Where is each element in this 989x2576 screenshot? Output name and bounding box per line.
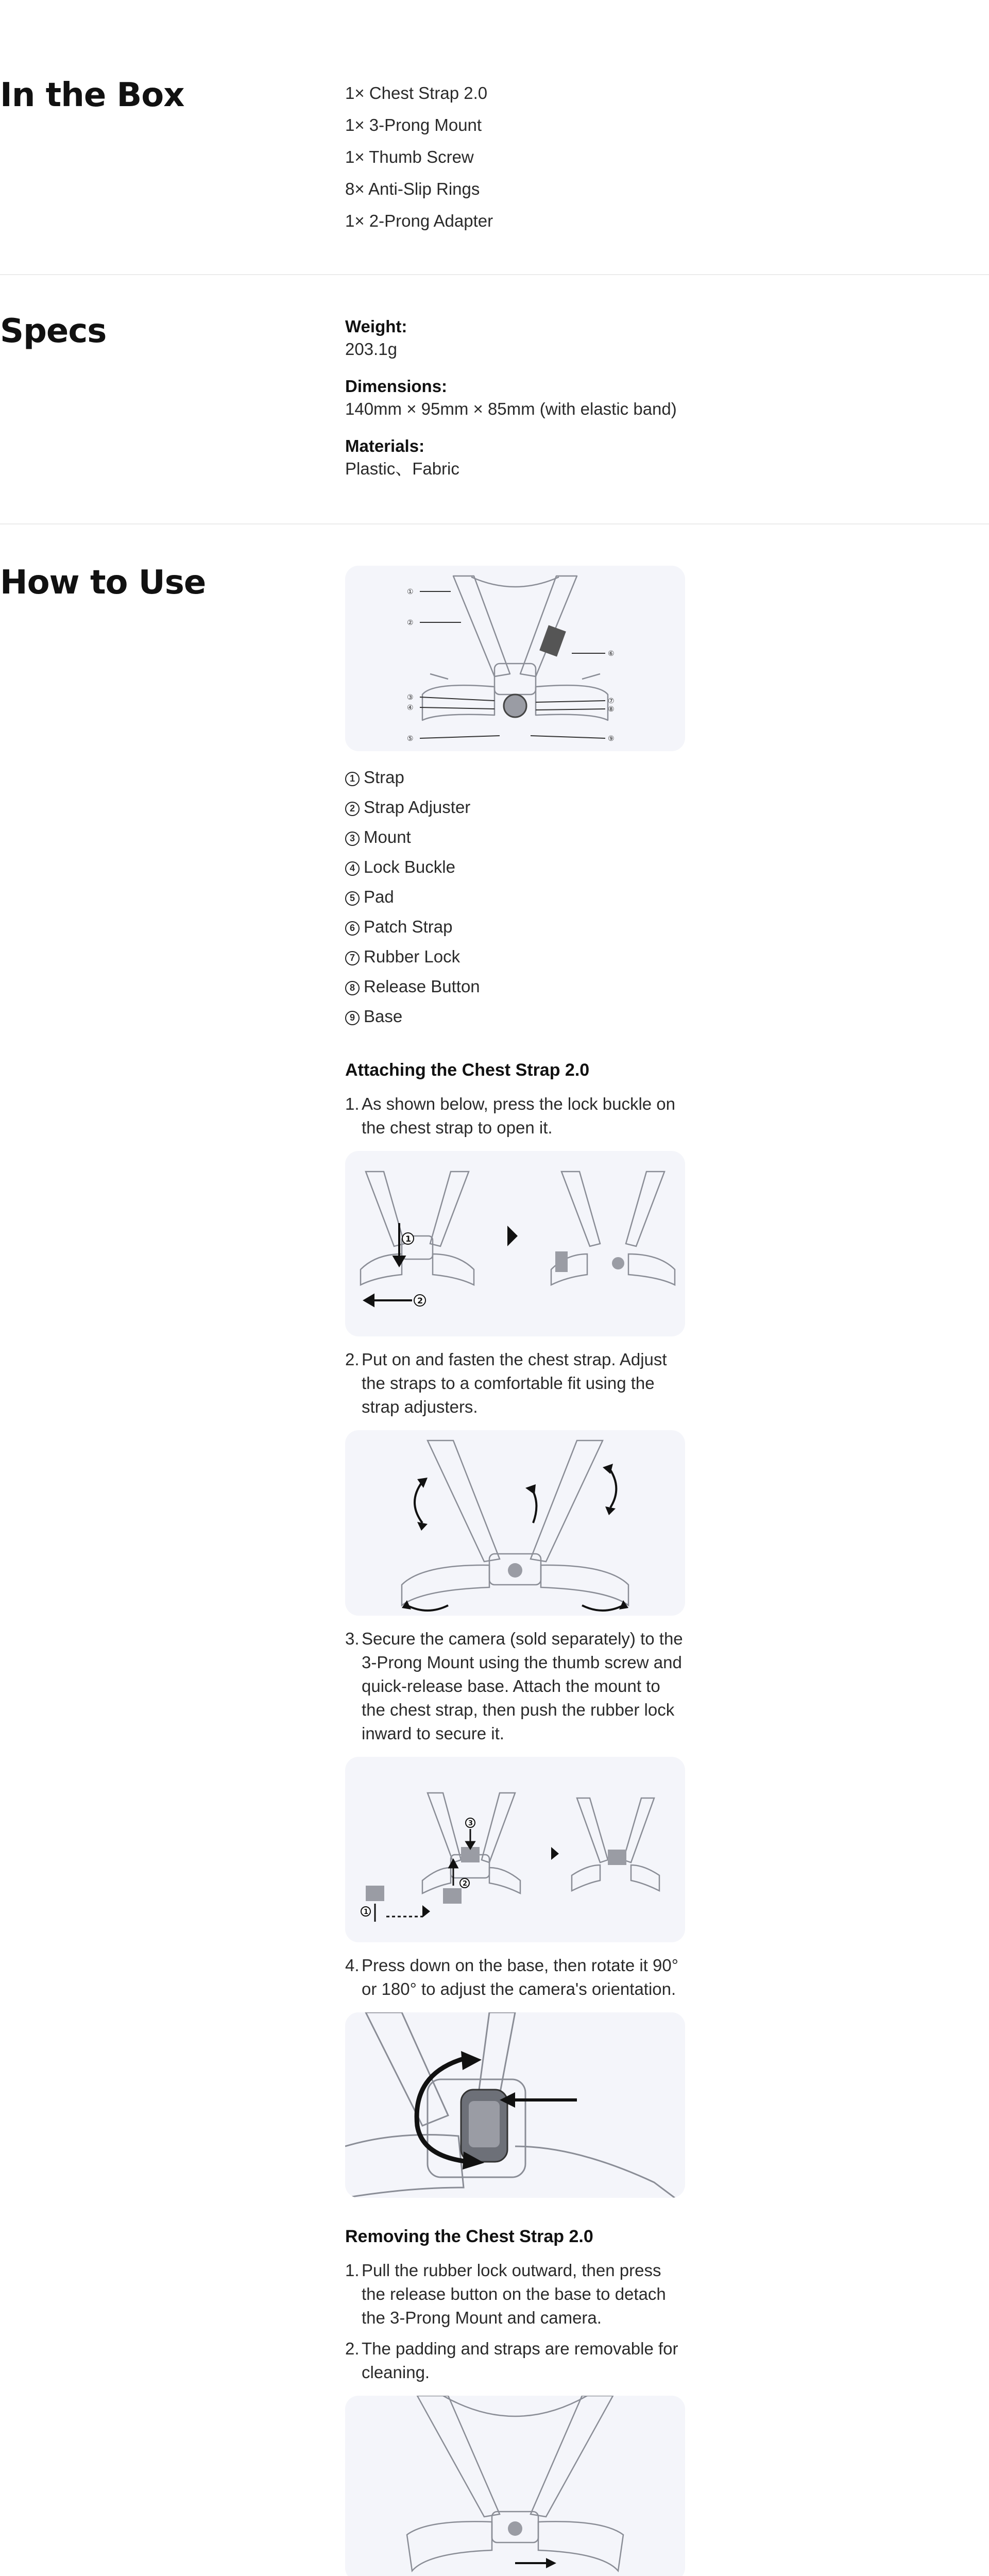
step-mark: 2 [417,1296,423,1306]
box-item: 1× Chest Strap 2.0 [345,83,488,103]
remove-step-2: 2. The padding and straps are removable for cleaning. [345,2339,678,2382]
legend-item: 2 Strap Adjuster [345,792,685,822]
attach-step-3: 3. Secure the camera (sold separately) to the 3-Prong Mount using the thumb screw and quick-release base. Attach the mount to the chest strap, then push the rubber lock inward to secure it. [345,1629,683,1743]
diagram-label: ③ [407,693,414,702]
chest-strap-parts-illustration [345,566,685,751]
legend-item: 6 Patch Strap [345,912,685,942]
in-the-box-heading: In the Box [0,76,184,114]
how-to-use-section [0,524,989,2576]
legend-item: 1 Strap [345,762,685,792]
legend-item: 3 Mount [345,822,685,852]
box-item: 1× Thumb Screw [345,147,474,166]
parts-legend [345,762,685,1031]
diagram-label: ⑨ [608,735,615,743]
remove-step-1: 1. Pull the rubber lock outward, then press the release button on the base to detach the 3-Prong Mount and camera. [345,2261,666,2327]
diagram-label: ① [407,588,414,596]
diagram-label: ⑧ [608,705,615,714]
specs-heading: Specs [0,312,107,350]
spec-label-weight: Weight: [345,317,407,336]
diagram-label: ⑦ [608,697,615,705]
in-the-box-list [345,77,685,237]
diagram-label: ⑤ [407,735,414,743]
in-the-box-section [0,0,989,273]
legend-item: 9 Base [345,1002,685,1031]
spec-label-dimensions: Dimensions: [345,377,448,396]
step-mark: 3 [468,1820,473,1827]
step-mark: 2 [463,1880,468,1888]
spec-value-weight: 203.1g [345,340,397,359]
diagram-label: ④ [407,704,414,712]
how-to-use-heading: How to Use [0,564,206,602]
box-item: 8× Anti-Slip Rings [345,179,480,198]
attach-step-2-illustration [345,1430,685,1616]
specs-list [345,315,685,495]
attach-step-4: 4. Press down on the base, then rotate it 90° or 180° to adjust the camera's orientation. [345,1956,678,1998]
attach-step-1-illustration [345,1151,685,1336]
legend-item: 4 Lock Buckle [345,852,685,882]
remove-step-2-illustration [345,2396,685,2576]
box-item: 1× 2-Prong Adapter [345,211,493,230]
legend-item: 7 Rubber Lock [345,942,685,972]
diagram-label: ⑥ [608,650,615,658]
step-mark: 1 [405,1234,412,1244]
how-to-use-content [345,566,685,2576]
attaching-title: Attaching the Chest Strap 2.0 [345,1060,590,1080]
legend-item: 8 Release Button [345,972,685,1002]
spec-label-materials: Materials: [345,436,425,455]
removing-title: Removing the Chest Strap 2.0 [345,2227,593,2246]
diagram-label: ② [407,619,414,627]
legend-item: 5 Pad [345,882,685,912]
attach-step-1: 1. As shown below, press the lock buckle on the chest strap to open it. [345,1094,676,1137]
spec-value-materials: Plastic、Fabric [345,459,459,478]
step-mark: 1 [364,1908,369,1916]
specs-section [0,275,989,522]
spec-value-dimensions: 140mm × 95mm × 85mm (with elastic band) [345,399,677,418]
attach-step-3-illustration [345,1757,685,1942]
attach-step-4-illustration [345,2012,685,2198]
parts-diagram [345,566,685,751]
attach-step-2: 2. Put on and fasten the chest strap. Adjust the straps to a comfortable fit using the strap adjusters. [345,1350,667,1416]
box-item: 1× 3-Prong Mount [345,115,482,134]
